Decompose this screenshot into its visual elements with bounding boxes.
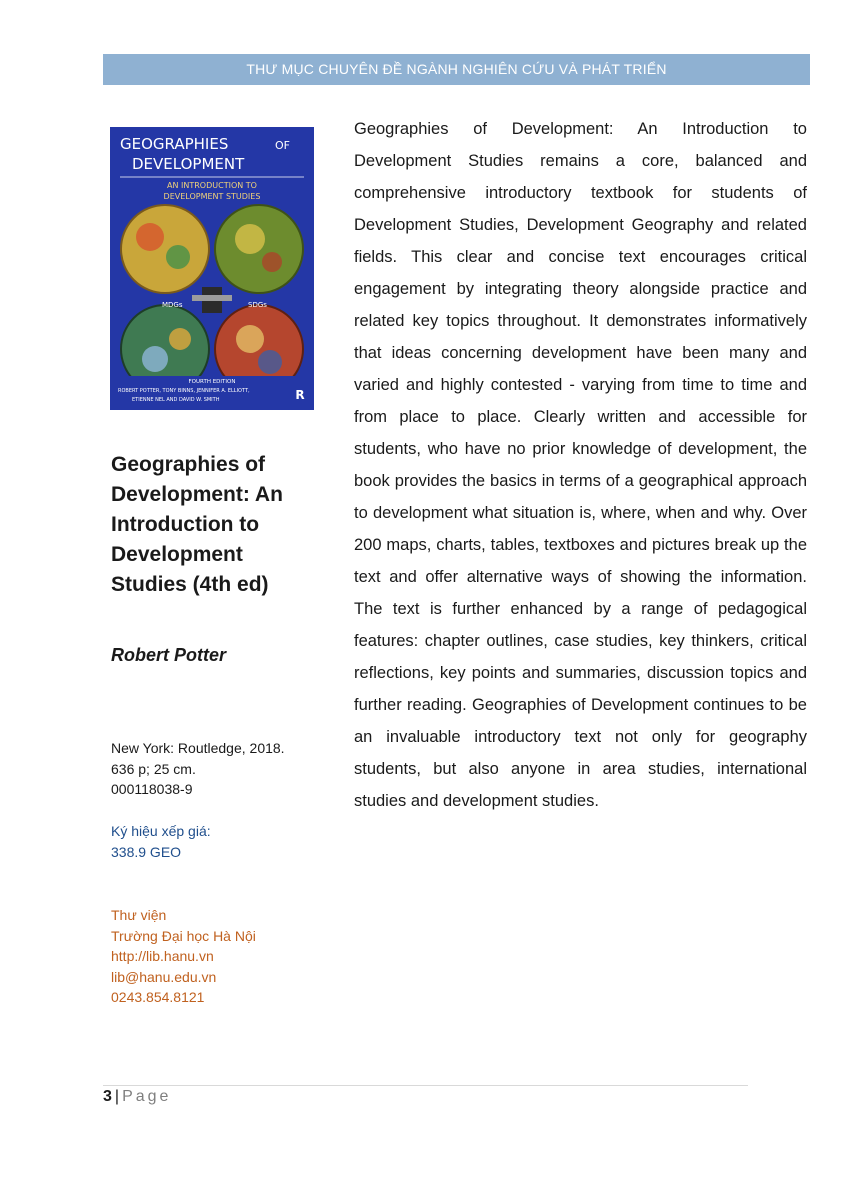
page-footer bbox=[103, 1088, 171, 1106]
cover-authors-line1: ROBERT POTTER, TONY BINNS, JENNIFER A. ELLIOTT, bbox=[118, 388, 250, 394]
publication-info bbox=[111, 738, 336, 800]
record-id: 000118038-9 bbox=[111, 781, 193, 797]
book-title-line: Introduction to bbox=[111, 513, 260, 536]
call-number: 338.9 GEO bbox=[111, 843, 182, 860]
cover-subtitle-line1: AN INTRODUCTION TO bbox=[167, 181, 257, 190]
call-number-label: Ký hiệu xếp giá: bbox=[111, 823, 211, 839]
library-phone: 0243.854.8121 bbox=[111, 989, 205, 1005]
physical-description: 636 p; 25 cm. bbox=[111, 760, 196, 777]
book-title-line: Development bbox=[111, 543, 243, 566]
library-contact bbox=[111, 905, 336, 1008]
page-word: Page bbox=[122, 1088, 172, 1105]
footer-divider bbox=[103, 1085, 748, 1086]
cover-subtitle-line2: DEVELOPMENT STUDIES bbox=[163, 192, 261, 201]
library-email-link[interactable]: lib@hanu.edu.vn bbox=[111, 968, 217, 985]
cover-edition: FOURTH EDITION bbox=[188, 379, 236, 385]
book-title bbox=[111, 450, 336, 600]
cover-title-line2: DEVELOPMENT bbox=[132, 155, 245, 173]
cover-title-of: OF bbox=[275, 139, 290, 152]
cover-label-mdgs: MDGs bbox=[162, 301, 183, 309]
book-title-line: Geographies of bbox=[111, 453, 266, 476]
book-cover-image bbox=[110, 127, 314, 410]
book-title-line: Studies (4th ed) bbox=[111, 573, 269, 596]
call-number-block bbox=[111, 821, 336, 862]
book-summary: Geographies of Development: An Introduction to Development Studies remains a core, balanced and comprehensive introductory textbook for students of Development Studies, Development Geography and related fields. This clear and concise text encourages critical engagement by integrating theory alongside practice and related key topics throughout. It demonstrates informatively that ideas concerning development have been many and varied and highly contested - varying from time to time and from place to place. Clearly written and accessible for students, who have no prior knowledge of development, the book provides the basics in terms of a geographical approach to development what situation is, where, when and why. Over 200 maps, charts, tables, textboxes and pictures break up the text and offer alternative ways of showing the information. The text is further enhanced by a range of pedagogical features: chapter outlines, case studies, key thinkers, critical reflections, key points and summaries, discussion topics and further reading. Geographies of Development continues to be an invaluable introductory text not only for geography students, but also anyone in area studies, international studies and development studies. bbox=[354, 120, 807, 810]
cover-label-sdgs: SDGs bbox=[248, 301, 267, 309]
footer-separator: | bbox=[114, 1088, 120, 1105]
library-name: Thư viện bbox=[111, 907, 167, 923]
library-university: Trường Đại học Hà Nội bbox=[111, 927, 256, 944]
page-number: 3 bbox=[103, 1088, 112, 1105]
library-website-link[interactable]: http://lib.hanu.vn bbox=[111, 948, 214, 964]
page-header-banner: THƯ MỤC CHUYÊN ĐỀ NGÀNH NGHIÊN CỨU VÀ PHÁT TRIỂN bbox=[103, 54, 810, 85]
publication-line: New York: Routledge, 2018. bbox=[111, 740, 285, 756]
book-title-line: Development: An bbox=[111, 483, 283, 506]
cover-publisher-mark: R bbox=[295, 388, 305, 402]
book-author: Robert Potter bbox=[111, 645, 227, 665]
cover-title-line1: GEOGRAPHIES bbox=[120, 135, 229, 153]
cover-authors-line2: ETIENNE NEL AND DAVID W. SMITH bbox=[132, 397, 220, 403]
